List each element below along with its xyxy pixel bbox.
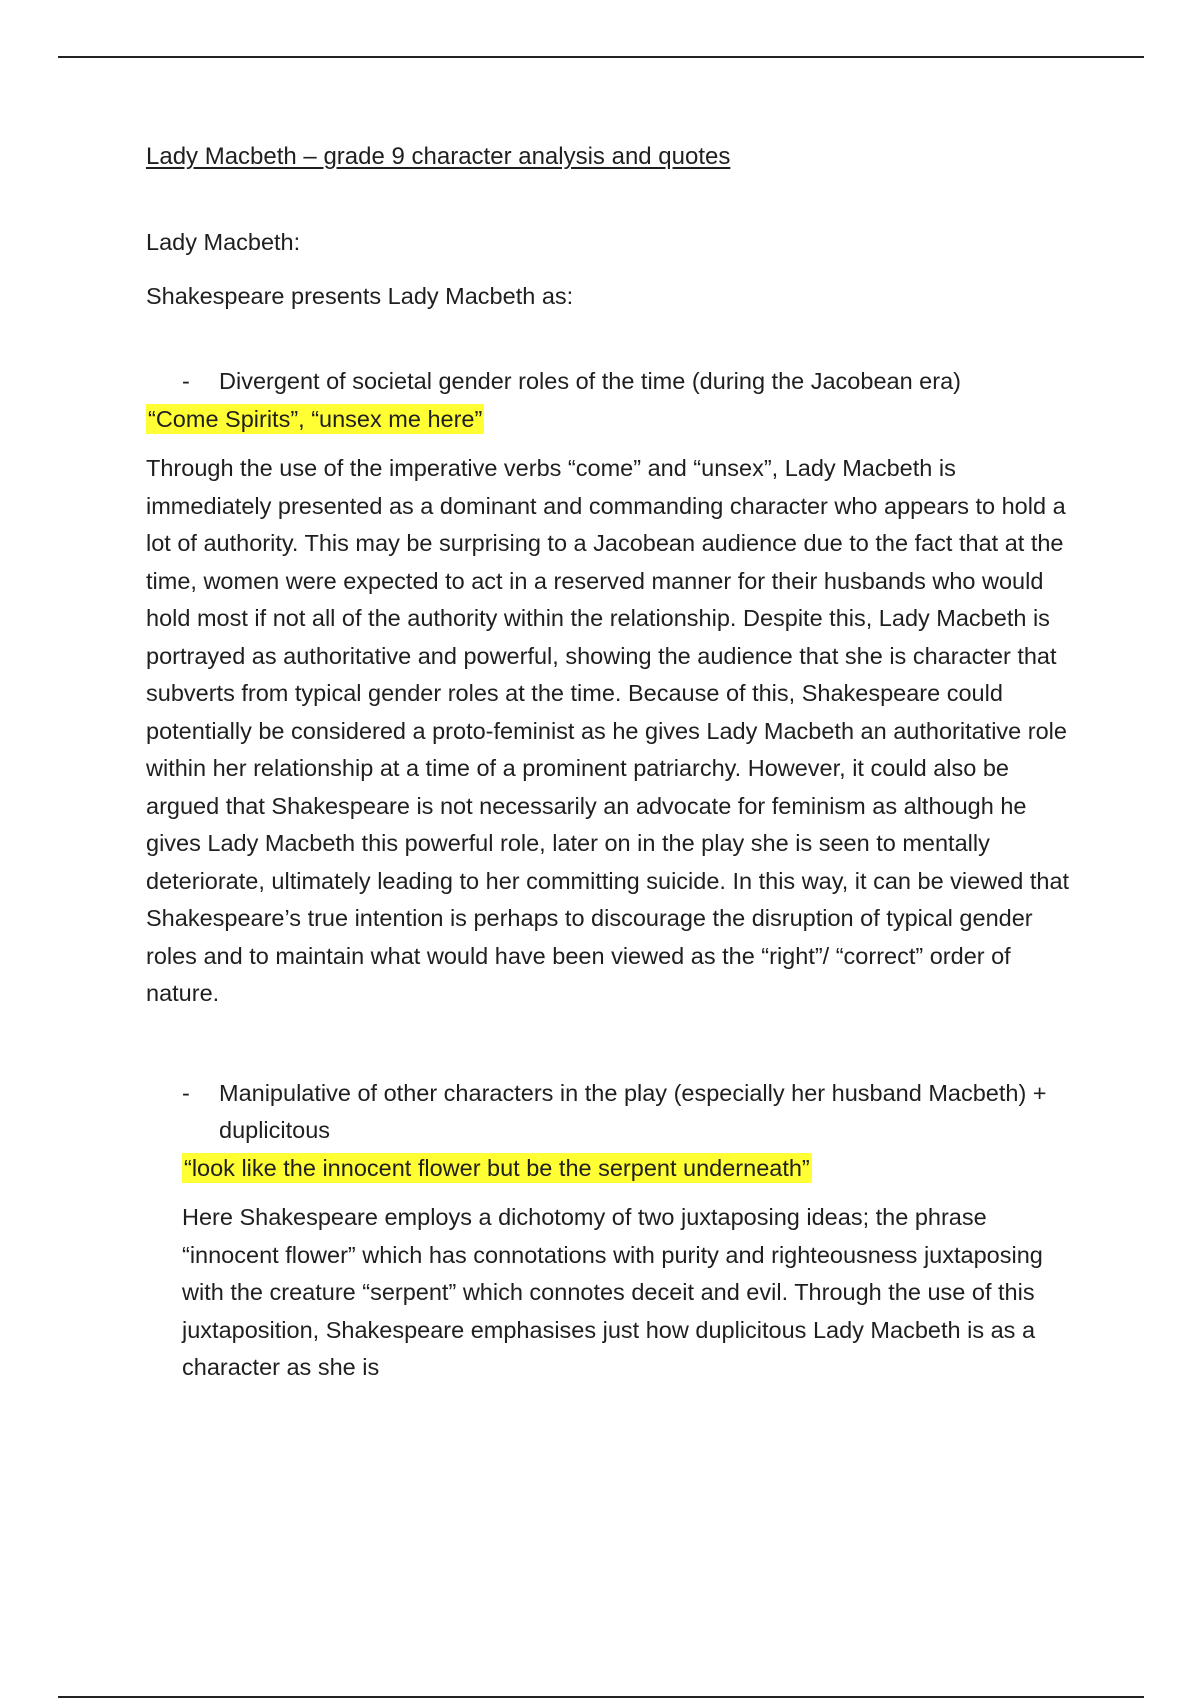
highlighted-quote: “look like the innocent flower but be the serpent underneath” xyxy=(184,1154,810,1181)
bullet-dash: - xyxy=(182,368,190,394)
highlighted-quote: “Come Spirits”, “unsex me here” xyxy=(148,405,483,432)
quote-line xyxy=(146,401,1076,439)
analysis-section-2 xyxy=(146,1075,1076,1387)
bullet-dash: - xyxy=(182,1079,190,1106)
bullet-text: Divergent of societal gender roles of the time (during the Jacobean era) xyxy=(219,368,961,394)
quote-line xyxy=(182,1150,1076,1188)
analysis-paragraph: Through the use of the imperative verbs “come” and “unsex”, Lady Macbeth is immediately presented as a dominant and commanding character who appears to hold a lot of authority. This may be surprising to a Jacobean audience due to the fact that at the time, women were expected to act in a reserved manner for their husbands who would hold most if not all of the authority within the relationship. Despite this, Lady Macbeth is portrayed as authoritative and powerful, showing the audience that she is character that subverts from typical gender roles at the time. Because of this, Shakespeare could potentially be considered a proto-feminist as he gives Lady Macbeth an authoritative role within her relationship at a time of a prominent patriarchy. However, it could also be argued that Shakespeare is not necessarily an advocate for feminism as although he gives Lady Macbeth this powerful role, later on in the play she is seen to mentally deteriorate, ultimately leading to her committing suicide. In this way, it can be viewed that Shakespeare’s true intention is perhaps to discourage the disruption of typical gender roles and to maintain what would have been viewed as the “right”/ “correct” order of nature. xyxy=(146,455,1070,1006)
bullet-text: Manipulative of other characters in the play (especially her husband Macbeth) + duplicitous xyxy=(219,1079,1047,1143)
analysis-section-1 xyxy=(146,363,1076,1013)
document-title: Lady Macbeth – grade 9 character analysis and quotes xyxy=(146,143,731,170)
section-label: Lady Macbeth: xyxy=(146,229,301,255)
page-top-rule xyxy=(58,56,1144,58)
bullet-point xyxy=(146,363,1076,401)
intro-sentence: Shakespeare presents Lady Macbeth as: xyxy=(146,282,574,309)
analysis-paragraph: Here Shakespeare employs a dichotomy of two juxtaposing ideas; the phrase “innocent flower” which has connotations with purity and righteousness juxtaposing with the creature “serpent” which connotes deceit and evil. Through the use of this juxtaposition, Shakespeare emphasises just how duplicitous Lady Macbeth is as a character as she is xyxy=(182,1204,1043,1380)
page-bottom-rule xyxy=(58,1696,1144,1698)
bullet-point xyxy=(146,1075,1076,1150)
document-page xyxy=(146,140,1076,1387)
